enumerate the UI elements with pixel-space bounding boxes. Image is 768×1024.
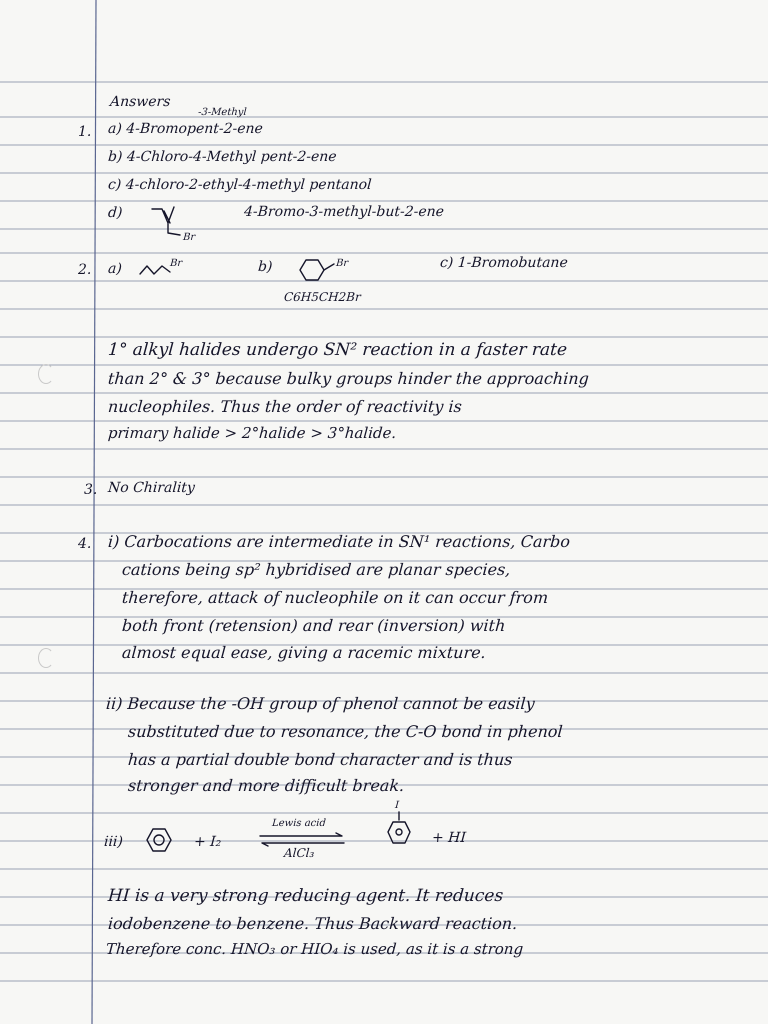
q4ii-line-1: ii) Because the -OH group of phenol cannot be easily <box>105 694 536 713</box>
hi-line-2: iodobenzene to benzene. Thus Backward reaction. <box>107 914 519 933</box>
q2b-benzyl-ring <box>294 256 338 284</box>
q2b-formula: C6H5CH2Br <box>283 290 362 304</box>
q2c-answer: c) 1-Bromobutane <box>439 255 569 271</box>
q4ii-line-3: has a partial double bond character and is thus <box>127 750 514 769</box>
q2b-bromo-sub: Br <box>335 258 349 269</box>
iodobenzene-ring-product <box>386 812 416 850</box>
q4i-line-1: i) Carbocations are intermediate in SN¹ reactions, Carbo <box>107 532 571 551</box>
question-1-number: 1. <box>78 124 92 140</box>
catalyst-lewis-acid: Lewis acid <box>271 818 327 829</box>
q4iii-label: iii) <box>103 834 124 850</box>
q4i-line-3: therefore, attack of nucleophile on it can occur from <box>121 588 549 607</box>
q4ii-line-4: stronger and more difficult break. <box>127 776 405 795</box>
reactivity-line-2: than 2° & 3° because bulky groups hinder the approaching <box>107 369 590 388</box>
reactivity-line-4: primary halide > 2°halide > 3°halide. <box>107 424 397 442</box>
q2a-skeletal-structure <box>138 262 172 278</box>
q2a-label: a) <box>107 261 123 277</box>
hi-line-3: Therefore conc. HNO₃ or HIO₄ is used, as it is a strong <box>105 940 524 958</box>
question-3-number: 3. <box>84 482 98 498</box>
iodo-substituent: I <box>394 800 400 811</box>
q1a-correction: -3-Methyl <box>197 107 247 118</box>
q1d-bromo-sub: Br <box>182 232 196 243</box>
q2b-label: b) <box>257 259 273 275</box>
q1d-answer: 4-Bromo-3-methyl-but-2-ene <box>243 204 445 220</box>
q4iii-plus-hi: + HI <box>431 830 467 846</box>
q4i-line-5: almost equal ease, giving a racemic mixture. <box>121 643 487 662</box>
q4i-line-2: cations being sp² hybridised are planar species, <box>121 560 512 579</box>
question-4-number: 4. <box>78 536 92 552</box>
answers-heading: Answers <box>109 94 172 110</box>
q4i-line-4: both front (retension) and rear (inversion) with <box>121 616 507 635</box>
catalyst-alcl3: AlCl₃ <box>283 846 315 860</box>
q1d-label: d) <box>107 205 123 221</box>
reactivity-line-3: nucleophiles. Thus the order of reactivity is <box>107 397 463 416</box>
question-2-number: 2. <box>78 262 92 278</box>
hole-punch-mark <box>38 364 54 384</box>
hi-line-1: HI is a very strong reducing agent. It reduces <box>107 886 504 906</box>
benzene-ring-reactant <box>144 826 174 854</box>
reactivity-line-1: 1° alkyl halides undergo SN² reaction in a faster rate <box>107 340 568 360</box>
q4iii-plus-iodine: + I₂ <box>193 834 222 850</box>
q1a-answer: a) 4-Bromopent-2-ene <box>107 121 264 137</box>
hole-punch-mark <box>38 648 54 668</box>
q1c-answer: c) 4-chloro-2-ethyl-4-methyl pentanol <box>107 177 373 193</box>
q3-answer: No Chirality <box>107 480 196 496</box>
q2a-bromo-sub: Br <box>169 258 183 269</box>
reaction-equilibrium-arrows <box>258 833 346 847</box>
q4ii-line-2: substituted due to resonance, the C-O bond in phenol <box>127 722 564 741</box>
q1b-answer: b) 4-Chloro-4-Methyl pent-2-ene <box>107 149 338 165</box>
margin-line <box>92 0 96 1024</box>
